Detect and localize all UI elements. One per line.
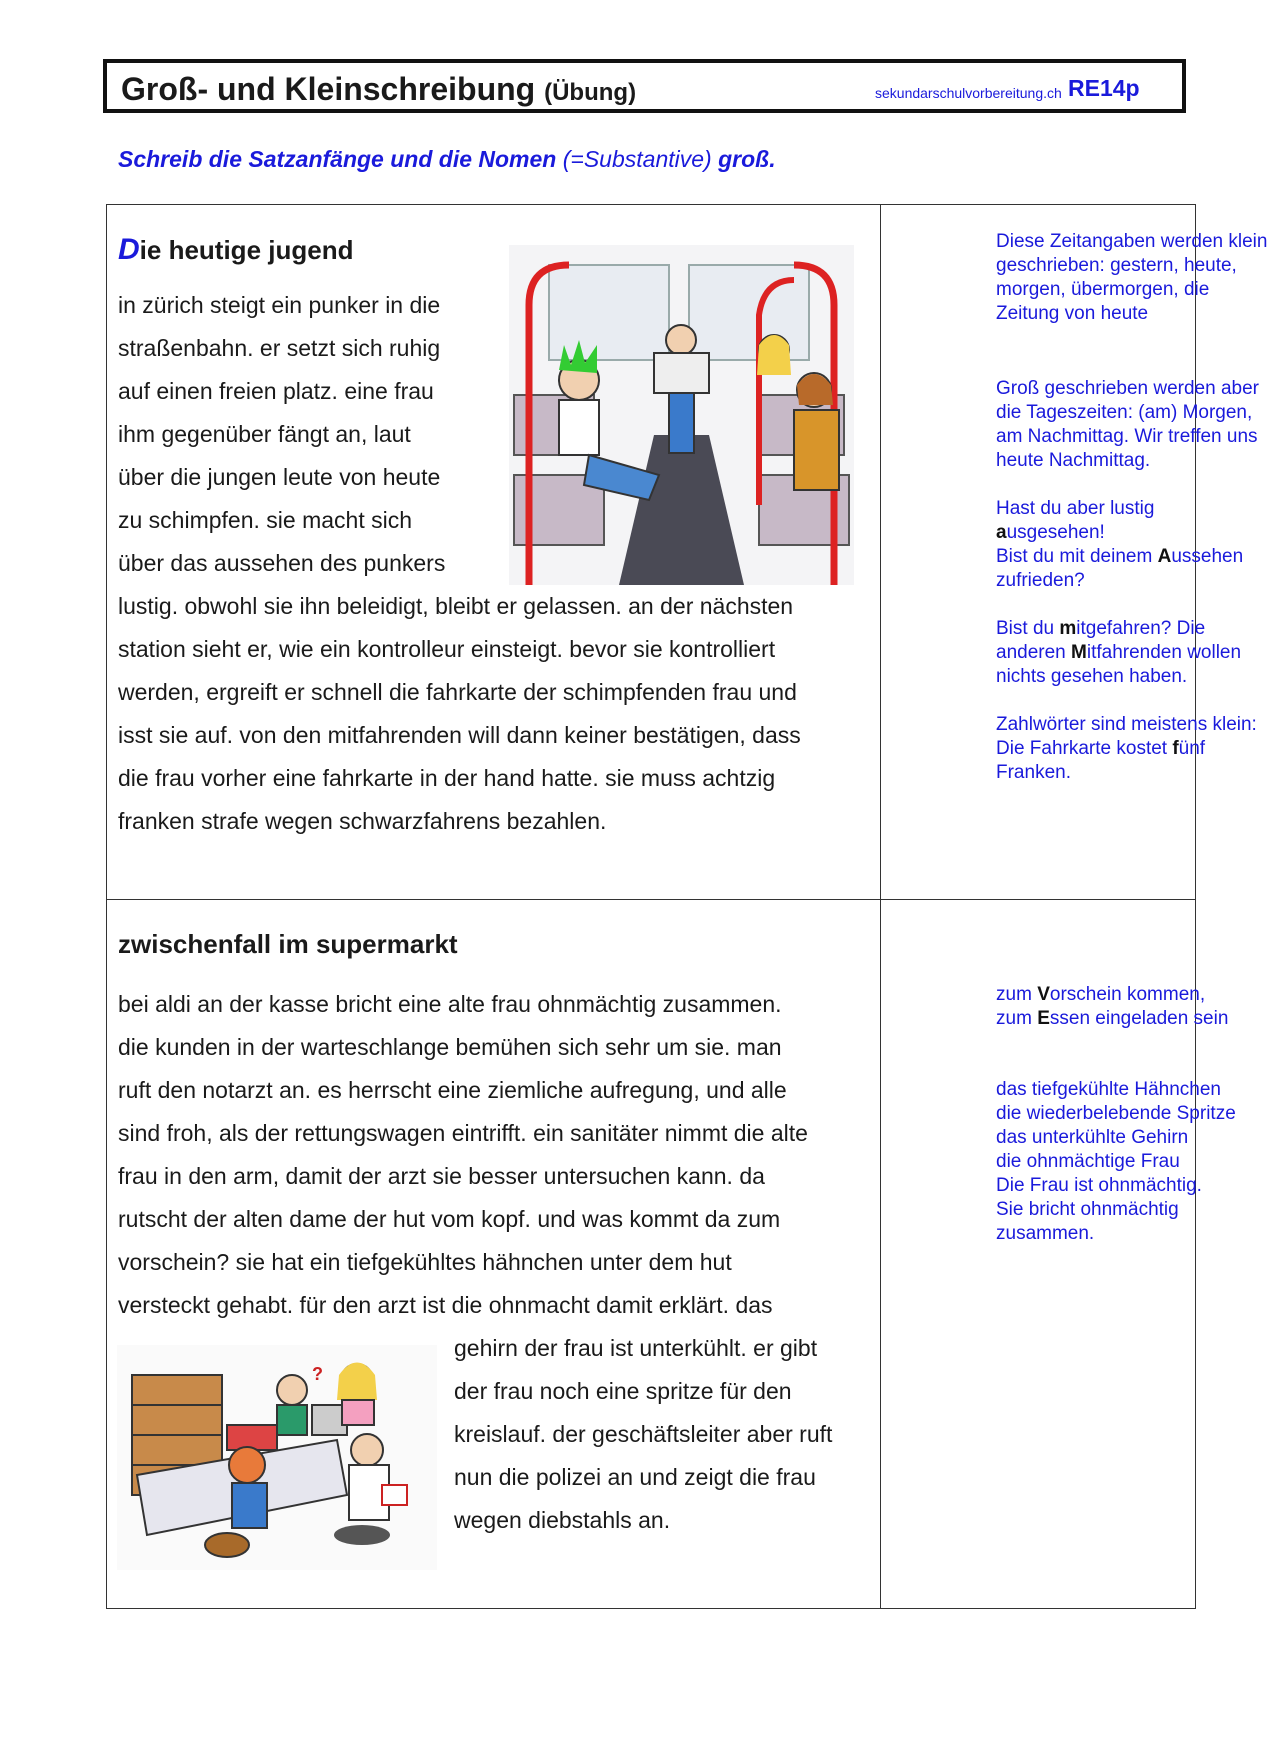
tram-illustration	[509, 245, 854, 585]
text-line: der frau noch eine spritze für den	[454, 1378, 792, 1404]
text-line: lustig. obwohl sie ihn beleidigt, bleibt er gelassen. an der nächsten	[118, 593, 794, 619]
text-line: versteckt gehabt. für den arzt ist die ohnmacht damit erklärt. das	[118, 1292, 773, 1318]
exercise-table	[106, 204, 1267, 1609]
text-line: franken strafe wegen schwarzfahrens bezahlen.	[118, 808, 607, 834]
source-label: sekundarschulvorbereitung.ch	[875, 85, 1062, 101]
story1-title	[118, 233, 353, 267]
instruction	[118, 146, 776, 173]
text-line: gehirn der frau ist unterkühlt. er gibt	[454, 1335, 818, 1361]
text-line: über das aussehen des punkers	[118, 550, 446, 576]
text-line: rutscht der alten dame der hut vom kopf. und was kommt da zum	[118, 1206, 781, 1232]
story2-title: zwischenfall im supermarkt	[118, 929, 458, 959]
header-box	[103, 59, 1186, 113]
text-line: ruft den notarzt an. es herrscht eine ziemliche aufregung, und alle	[118, 1077, 787, 1103]
row-divider	[107, 899, 1195, 900]
story2-text	[118, 983, 808, 1327]
text-line: wegen diebstahls an.	[454, 1507, 671, 1533]
text-line: nun die polizei an und zeigt die frau	[454, 1464, 816, 1490]
text-line: die kunden in der warteschlange bemühen sich sehr um sie. man	[118, 1034, 782, 1060]
text-line: bei aldi an der kasse bricht eine alte frau ohnmächtig zusammen.	[118, 991, 782, 1017]
note-numerals: Zahlwörter sind meistens klein: Die Fahrkarte kostet fünf Franken.	[996, 714, 1257, 783]
text-line: in zürich steigt ein punker in die	[118, 292, 441, 318]
story1-title-rest: ie heutige jugend	[139, 235, 354, 265]
page-title-text: Groß- und Kleinschreibung	[121, 71, 536, 107]
text-line: isst sie auf. von den mitfahrenden will dann keiner bestätigen, dass	[118, 722, 801, 748]
text-line: die frau vorher eine fahrkarte in der hand hatte. sie muss achtzig	[118, 765, 776, 791]
note-verb-noun: Bist du mitgefahren? Die anderen Mitfahrenden wollen nichts gesehen haben.	[996, 618, 1242, 687]
note-daytimes: Groß geschrieben werden aber die Tageszeiten: (am) Morgen, am Nachmittag. Wir treffen uns heute Nachmittag.	[996, 378, 1259, 471]
text-line: auf einen freien platz. eine frau	[118, 378, 434, 404]
text-line: station sieht er, wie ein kontrolleur einsteigt. bevor sie kontrolliert	[118, 636, 776, 662]
text-line: ihm gegenüber fängt an, laut	[118, 421, 411, 447]
text-line: kreislauf. der geschäftsleiter aber ruft	[454, 1421, 833, 1447]
text-line: straßenbahn. er setzt sich ruhig	[118, 335, 441, 361]
page-title	[121, 71, 636, 108]
note-nominalization: zum Vorschein kommen, zum Essen eingeladen sein	[996, 984, 1229, 1029]
instruction-part3: groß.	[711, 146, 776, 172]
text-line: frau in den arm, damit der arzt sie besser untersuchen kann. da	[118, 1163, 765, 1189]
text-line: zu schimpfen. sie macht sich	[118, 507, 413, 533]
note-adjectives: das tiefgekühlte Hähnchen die wiederbelebende Spritze das unterkühlte Gehirn die ohnmächtige Frau Die Frau ist ohnmächtig. Sie bricht ohnmächtig zusammen.	[996, 1079, 1236, 1244]
story2-text-right	[454, 1327, 832, 1542]
text-line: werden, ergreift er schnell die fahrkarte der schimpfenden frau und	[118, 679, 797, 705]
supermarket-illustration	[117, 1345, 437, 1570]
instruction-part2: (=Substantive)	[562, 146, 712, 172]
story1-title-initial: D	[118, 233, 140, 266]
note-time-words: Diese Zeitangaben werden klein geschrieben: gestern, heute, morgen, übermorgen, die Zeitung von heute	[996, 231, 1267, 324]
page-subtitle: (Übung)	[544, 79, 637, 106]
text-line: über die jungen leute von heute	[118, 464, 441, 490]
svg-text:?: ?	[312, 1364, 323, 1384]
note-adjective-noun: Hast du aber lustig ausgesehen! Bist du mit deinem Aussehen zufrieden?	[996, 498, 1244, 591]
text-line: sind froh, als der rettungswagen eintrifft. ein sanitäter nimmt die alte	[118, 1120, 808, 1146]
text-line: vorschein? sie hat ein tiefgekühltes hähnchen unter dem hut	[118, 1249, 732, 1275]
column-divider	[880, 205, 881, 1608]
instruction-part1: Schreib die Satzanfänge und die Nomen	[118, 146, 563, 172]
worksheet-code: RE14p	[1068, 75, 1140, 101]
